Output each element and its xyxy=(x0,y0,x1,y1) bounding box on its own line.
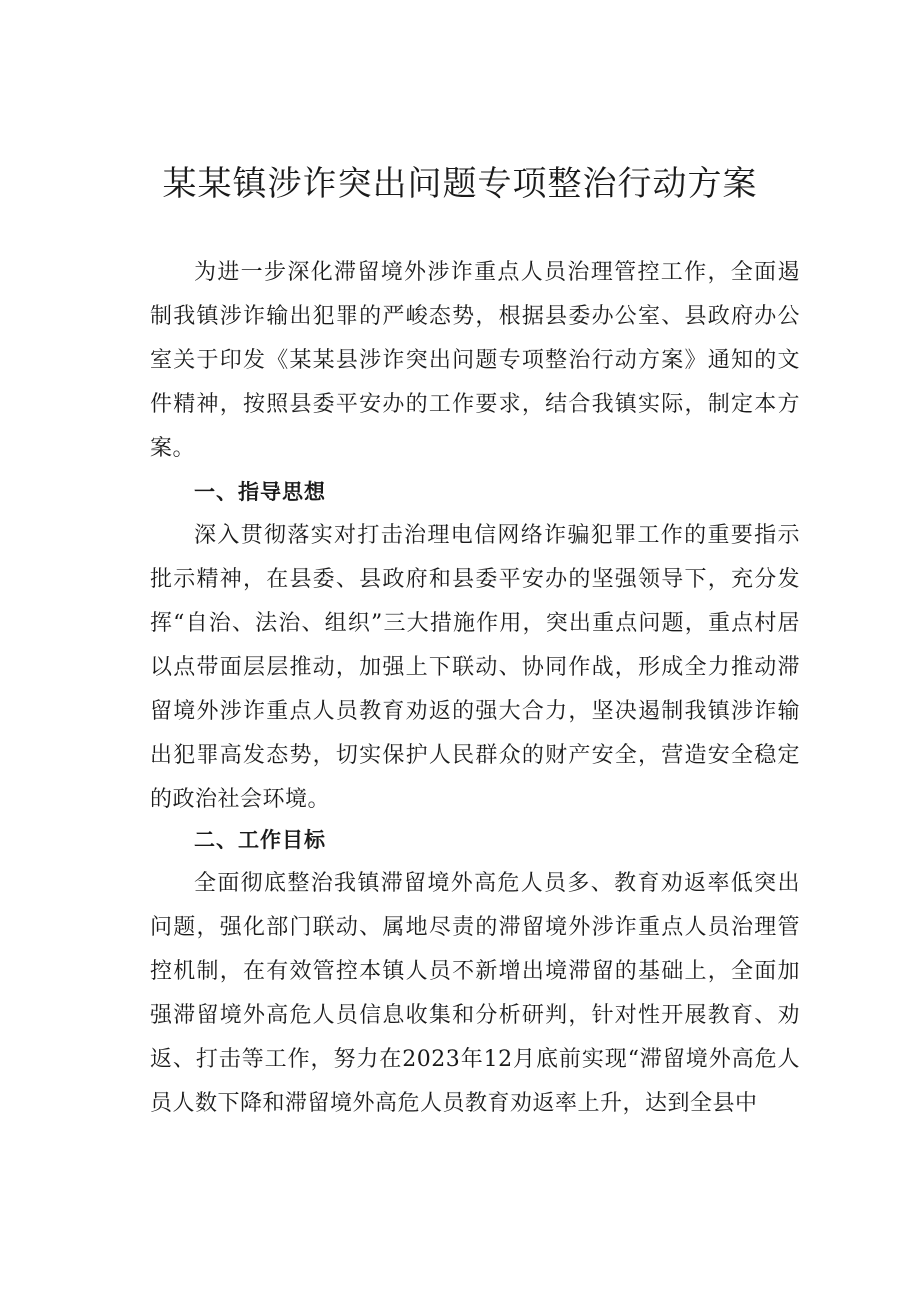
section-paragraph-work-goals: 全面彻底整治我镇滞留境外高危人员多、教育劝返率低突出问题，强化部门联动、属地尽责的滞留境外涉诈重点人员治理管控机制，在有效管控本镇人员不新增出境滞留的基础上，全面加强滞留境外高危人员信息收集和分析研判，针对性开展教育、劝返、打击等工作，努力在2023年12月底前实现“滞留境外高危人员人数下降和滞留境外高危人员教育劝返率上升，达到全县中 xyxy=(150,871,800,1116)
intro-paragraph: 为进一步深化滞留境外涉诈重点人员治理管控工作，全面遏制我镇涉诈输出犯罪的严峻态势，根据县委办公室、县政府办公室关于印发《某某县涉诈突出问题专项整治行动方案》通知的文件精神，按照县委平安办的工作要求，结合我镇实际，制定本方案。 xyxy=(150,260,800,461)
section-paragraph-guiding-thought: 深入贯彻落实对打击治理电信网络诈骗犯罪工作的重要指示批示精神，在县委、县政府和县委平安办的坚强领导下，充分发挥“自治、法治、组织”三大措施作用，突出重点问题，重点村居以点带面层层推动，加强上下联动、协同作战，形成全力推动滞留境外涉诈重点人员教育劝返的强大合力，坚决遏制我镇涉诈输出犯罪高发态势，切实保护人民群众的财产安全，营造安全稳定的政治社会环境。 xyxy=(150,523,800,812)
section-heading-guiding-thought: 一、指导思想 xyxy=(194,480,326,504)
section-heading-work-goals: 二、工作目标 xyxy=(194,828,326,852)
document-title: 某某镇涉诈突出问题专项整治行动方案 xyxy=(162,164,758,204)
